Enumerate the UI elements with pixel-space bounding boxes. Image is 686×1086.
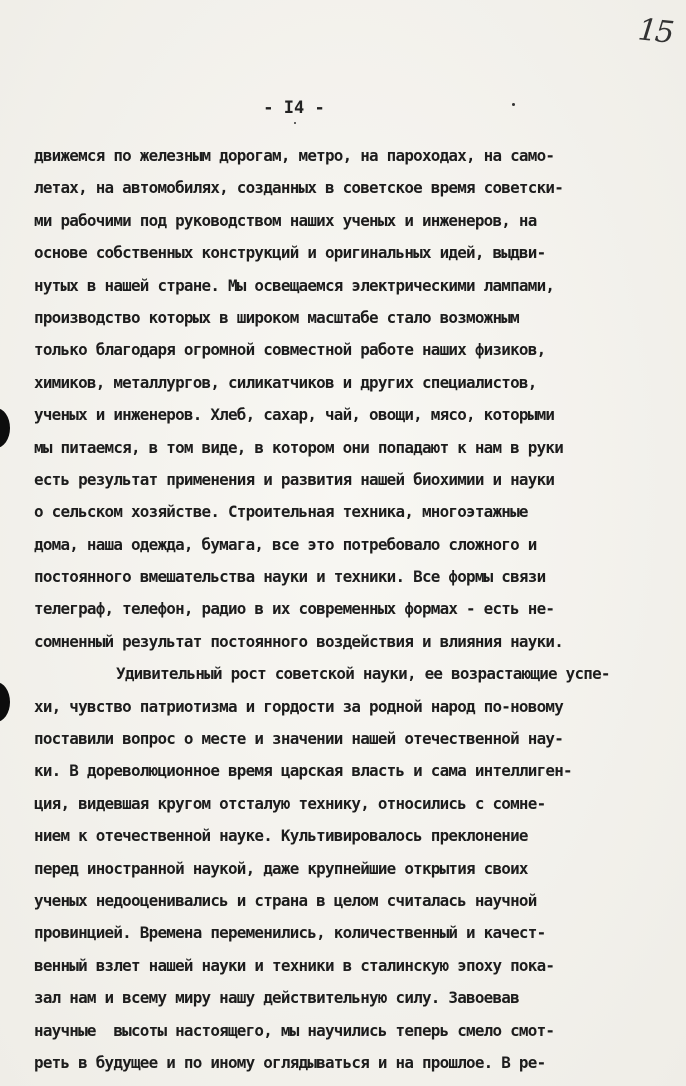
paragraph-2 xyxy=(34,658,674,1079)
text-line: основе собственных конструкций и оригинальных идей, выдви- xyxy=(34,243,546,263)
text-line: поставили вопрос о месте и значении нашей отечественной нау- xyxy=(34,729,564,749)
text-line: дома, наша одежда, бумага, все это потребовало сложного и xyxy=(34,534,537,554)
text-line: есть результат применения и развития нашей биохимии и науки xyxy=(34,469,555,489)
text-line: движемся по железным дорогам, метро, на пароходах, на само- xyxy=(34,146,555,165)
paragraph-1 xyxy=(34,140,674,658)
text-line: Удивительный рост советской науки, ее возрастающие успе- xyxy=(116,664,610,684)
archive-page-number: 15 xyxy=(636,12,674,51)
text-line: перед иностранной наукой, даже крупнейшие открытия своих xyxy=(34,858,528,878)
text-line: провинцией. Времена переменились, количественный и качест- xyxy=(34,923,546,943)
text-line: телеграф, телефон, радио в их современных формах - есть не- xyxy=(34,599,555,619)
text-line: производство которых в широком масштабе стало возможным xyxy=(34,307,519,327)
text-line: ученых и инженеров. Хлеб, сахар, чай, овощи, мясо, которыми xyxy=(34,405,555,425)
text-line: ученых недооценивались и страна в целом считалась научной xyxy=(34,890,537,910)
text-line: хи, чувство патриотизма и гордости за родной народ по-новому xyxy=(34,696,564,716)
text-line: реть в будущее и по иному оглядываться и на прошлое. В ре- xyxy=(34,1052,546,1072)
text-line: научные высоты настоящего, мы научились теперь смело смот- xyxy=(34,1020,555,1040)
binder-hole xyxy=(0,682,10,722)
text-line: зал нам и всему миру нашу действительную силу. Завоевав xyxy=(34,988,519,1008)
ink-speck xyxy=(294,122,296,124)
text-line: постоянного вмешательства науки и техники. Все формы связи xyxy=(34,567,546,587)
text-line: сомненный результат постоянного воздействия и влияния науки. xyxy=(34,631,564,651)
text-line: химиков, металлургов, силикатчиков и других специалистов, xyxy=(34,372,537,392)
text-line: ки. В дореволюционное время царская власть и сама интеллиген- xyxy=(34,761,572,781)
text-line: летах, на автомобилях, созданных в советское время советски- xyxy=(34,178,564,198)
binder-hole xyxy=(0,408,10,448)
text-line: только благодаря огромной совместной работе наших физиков, xyxy=(34,340,546,360)
page-number: - I4 - xyxy=(263,98,325,118)
text-line: нутых в нашей стране. Мы освещаемся электрическими лампами, xyxy=(34,275,555,295)
body-text xyxy=(34,140,674,1079)
text-line: ми рабочими под руководством наших ученых и инженеров, на xyxy=(34,210,537,230)
text-line: нием к отечественной науке. Культивировалось преклонение xyxy=(34,826,528,846)
text-line: ция, видевшая кругом отсталую технику, относились с сомне- xyxy=(34,793,546,813)
text-line: о сельском хозяйстве. Строительная техника, многоэтажные xyxy=(34,502,528,522)
text-line: мы питаемся, в том виде, в котором они попадают к нам в руки xyxy=(34,437,564,457)
ink-speck xyxy=(512,103,515,106)
text-line: венный взлет нашей науки и техники в сталинскую эпоху пока- xyxy=(34,955,555,975)
